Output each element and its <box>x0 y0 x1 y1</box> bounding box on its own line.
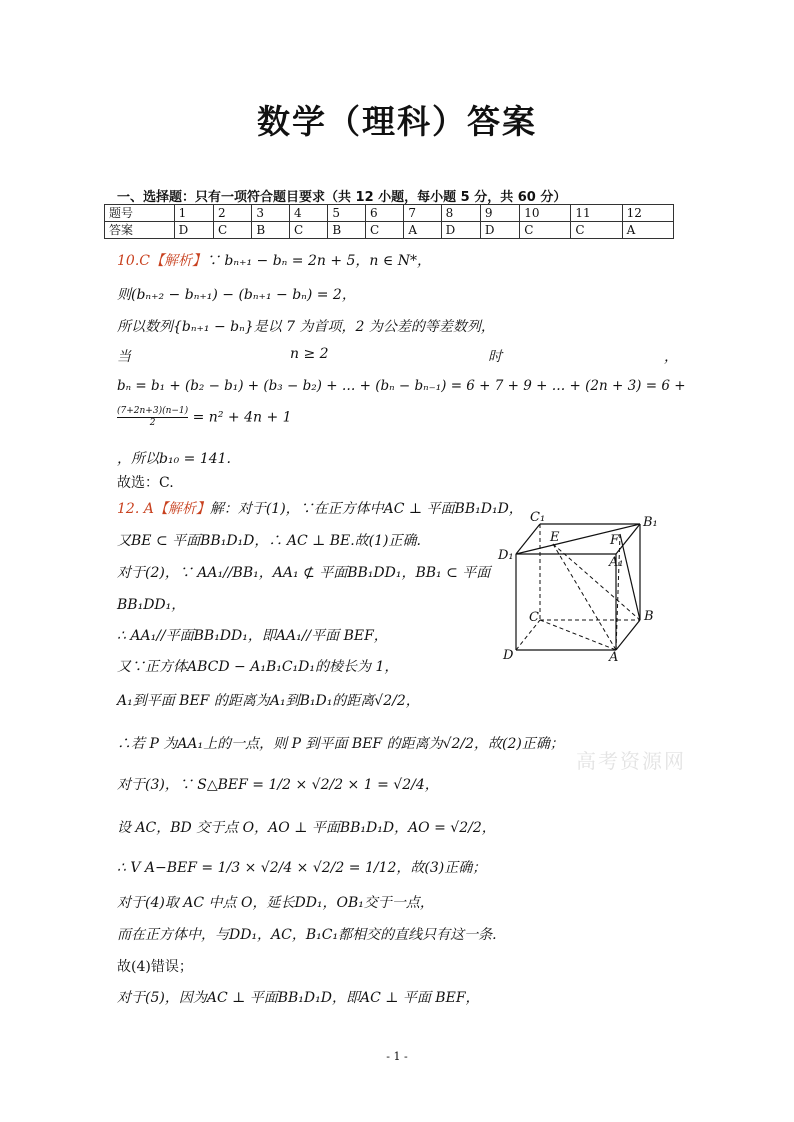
segment-eb-hidden <box>553 544 640 620</box>
section-heading: 一、选择题：只有一项符合题目要求（共 12 小题，每小题 5 分，共 60 分） <box>117 190 567 205</box>
question-number-cell: 7 <box>404 205 441 222</box>
answer-table <box>104 204 674 239</box>
label-a: A <box>609 650 619 665</box>
label-b: B <box>644 609 654 624</box>
q12-tag: 12. A【解析】 <box>117 501 210 517</box>
q12-line10: 设 AC，BD 交于点 O，AO ⊥ 平面BB₁D₁D，AO = √2/2， <box>117 820 496 836</box>
q10-line4-a: 当 <box>117 349 131 365</box>
q12-line8: ∴若 P 为AA₁上的一点，则 P 到平面 BEF 的距离为√2/2，故(2)正确； <box>117 736 564 752</box>
question-number-cell: 9 <box>480 205 519 222</box>
q10-line1 <box>117 250 431 270</box>
answer-cell: C <box>365 222 403 239</box>
q12-line11: ∴ V A−BEF = 1/3 × √2/4 × √2/2 = 1/12，故(3)正确； <box>117 860 487 876</box>
answer-cell: C <box>213 222 251 239</box>
q12-line5: ∴ AA₁//平面BB₁DD₁，即AA₁//平面 BEF， <box>117 628 388 644</box>
table-row <box>105 222 674 239</box>
question-number-cell: 3 <box>252 205 290 222</box>
q12-line2: 又BE ⊂ 平面BB₁D₁D，∴ AC ⊥ BE.故(1)正确. <box>117 533 421 549</box>
edge-ab <box>616 620 640 650</box>
watermark: 高考资源网 <box>576 749 686 773</box>
question-number-cell: 8 <box>441 205 480 222</box>
page-number: - 1 - <box>386 1050 408 1063</box>
answer-cell: D <box>480 222 519 239</box>
label-b1: B₁ <box>643 515 658 530</box>
answer-cell: C <box>520 222 571 239</box>
question-number-cell: 6 <box>365 205 403 222</box>
q12-text: 解：对于(1)，∵在正方体中AC ⊥ 平面BB₁D₁D， <box>209 501 523 517</box>
question-number-cell: 11 <box>571 205 622 222</box>
q10-line6 <box>117 406 292 429</box>
segment-ea-hidden <box>553 544 616 650</box>
label-d1: D₁ <box>498 548 514 563</box>
fraction <box>117 406 188 429</box>
label-c: C <box>529 610 539 625</box>
q12-line6: 又∵正方体ABCD − A₁B₁C₁D₁的棱长为 1， <box>117 659 399 675</box>
question-number-cell: 1 <box>174 205 213 222</box>
label-c1: C₁ <box>530 510 546 525</box>
q10-text: ∵ bₙ₊₁ − bₙ = 2n + 5，n ∈ N*， <box>205 253 431 269</box>
q12-line1 <box>117 498 523 518</box>
label-a1: A₁ <box>609 555 624 570</box>
question-number-cell: 10 <box>520 205 571 222</box>
q10-line7: ，所以b₁₀ = 141. <box>117 451 231 467</box>
answer-cell: B <box>328 222 366 239</box>
row-label: 题号 <box>105 205 175 222</box>
q12-line3: 对于(2)，∵ AA₁//BB₁，AA₁ ⊄ 平面BB₁DD₁，BB₁ ⊂ 平面 <box>117 565 491 581</box>
answer-cell: A <box>622 222 673 239</box>
question-number-cell: 12 <box>622 205 673 222</box>
answer-cell: D <box>441 222 480 239</box>
answer-cell: A <box>404 222 441 239</box>
label-e: E <box>550 530 560 545</box>
answer-cell: C <box>571 222 622 239</box>
q12-line12: 对于(4)取 AC 中点 O，延长DD₁，OB₁交于一点， <box>117 895 434 911</box>
q12-line15: 对于(5)，因为AC ⊥ 平面BB₁D₁D，即AC ⊥ 平面 BEF， <box>117 990 480 1006</box>
q10-line4-c: 时 <box>488 349 502 365</box>
q10-line4-b: n ≥ 2 <box>290 346 329 362</box>
q10-line8: 故选：C. <box>117 475 174 491</box>
q12-line13: 而在正方体中，与DD₁，AC，B₁C₁都相交的直线只有这一条. <box>117 927 497 943</box>
row-label: 答案 <box>105 222 175 239</box>
segment-fb <box>620 534 640 620</box>
fraction-numerator: (7+2n+3)(n−1) <box>117 406 189 416</box>
q10-tag: 10.C【解析】 <box>117 253 206 269</box>
answer-cell: C <box>289 222 327 239</box>
answer-cell: D <box>174 222 213 239</box>
q12-line9: 对于(3)，∵ S△BEF = 1/2 × √2/2 × 1 = √2/4， <box>117 777 439 793</box>
cube-figure <box>496 508 666 666</box>
q10-line4-d: ， <box>664 349 678 365</box>
page-title: 数学（理科）答案 <box>257 102 537 141</box>
answer-cell: B <box>252 222 290 239</box>
q12-line7: A₁到平面 BEF 的距离为A₁到B₁D₁的距离√2/2， <box>117 693 420 709</box>
label-d: D <box>503 648 514 663</box>
q10-line2: 则(bₙ₊₂ − bₙ₊₁) − (bₙ₊₁ − bₙ) = 2， <box>117 287 356 303</box>
q10-line3: 所以数列{bₙ₊₁ − bₙ}是以 7 为首项，2 为公差的等差数列， <box>117 319 495 335</box>
question-number-cell: 4 <box>289 205 327 222</box>
label-f: F <box>610 533 620 548</box>
fraction-denominator: 2 <box>149 418 156 428</box>
q10-line5: bₙ = b₁ + (b₂ − b₁) + (b₃ − b₂) + … + (bₙ − bₙ₋₁) = 6 + 7 + 9 + … + (2n + 3) = 6 + <box>117 378 686 394</box>
q10-line6-rest: = n² + 4n + 1 <box>192 409 292 426</box>
table-row <box>105 205 674 222</box>
diagonal-ca-hidden <box>540 620 616 650</box>
question-number-cell: 2 <box>213 205 251 222</box>
q12-line14: 故(4)错误； <box>117 959 193 975</box>
q12-line4: BB₁DD₁， <box>117 597 186 613</box>
question-number-cell: 5 <box>328 205 366 222</box>
